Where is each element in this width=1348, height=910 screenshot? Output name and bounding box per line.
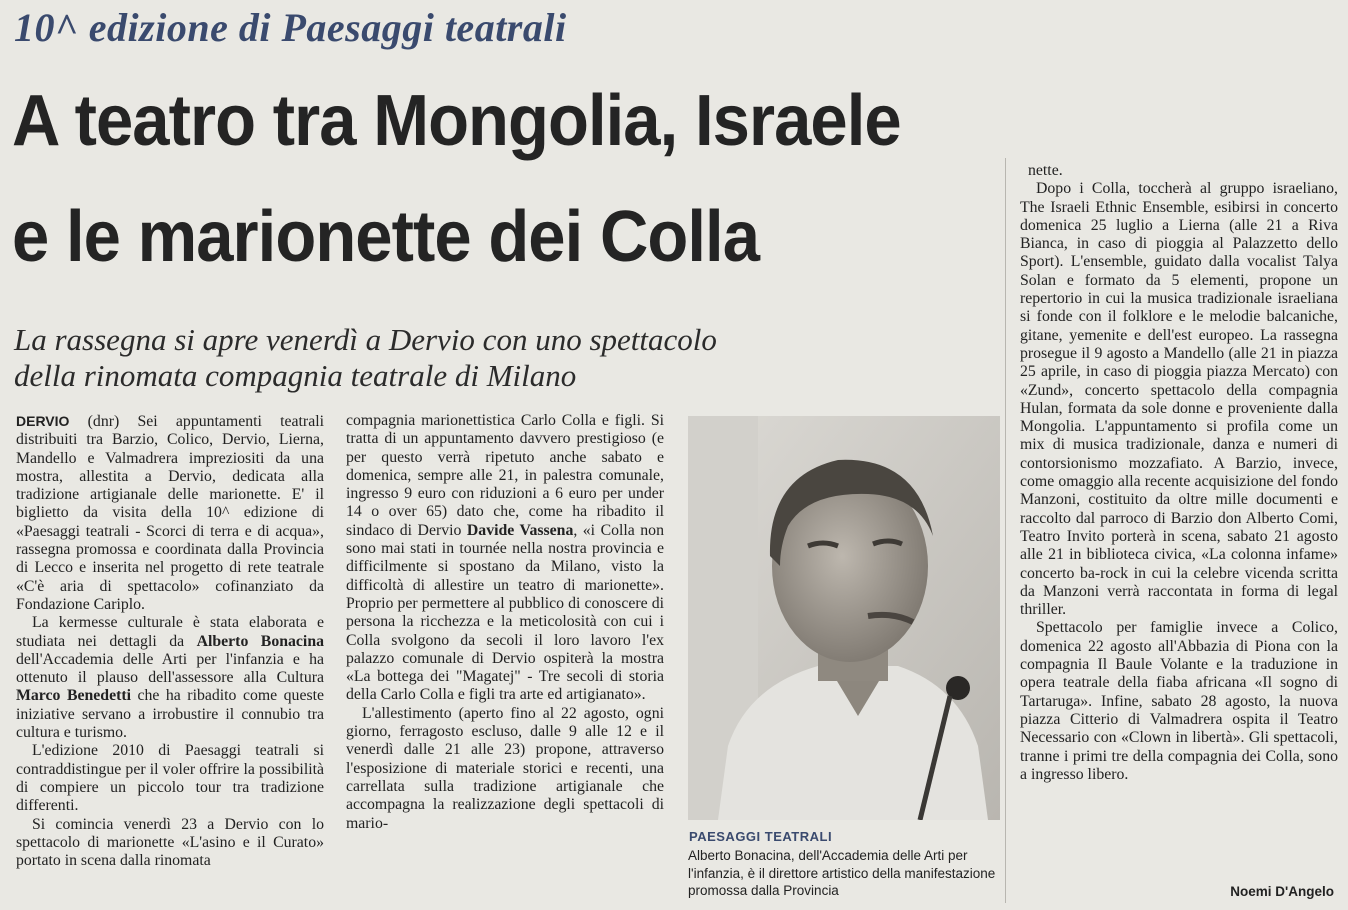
- subheadline-line-1: La rassegna si apre venerdì a Dervio con uno spettacolo: [14, 322, 717, 357]
- kicker: 10^ edizione di Paesaggi teatrali: [14, 5, 567, 50]
- article-column-1: [16, 412, 324, 870]
- caption-text: Alberto Bonacina, dell'Accademia delle Arti per l'infanzia, è il direttore artistico della manifestazione promossa dalla Provincia: [688, 848, 996, 898]
- col1-paragraph-4: Si comincia venerdì 23 a Dervio con lo spettacolo di marionette «L'asino e il Curato» portato in scena dalla rinomata: [16, 815, 324, 870]
- headline-line-1: A teatro tra Mongolia, Israele: [12, 81, 901, 161]
- col3-paragraph-3: Spettacolo per famiglie invece a Colico, domenica 22 agosto all'Abbazia di Piona con la compagnia Il Baule Volante e la traduzione in opera teatrale della fiaba africana «Il sogno di Tartaruga». Infine, sabato 28 agosto, la nuova piazza Citterio di Valmadrera ospita il Teatro Necessario con «Clown in libertà». Gli spettacoli, tranne i primi tre della compagnia dei Colla, sono a ingresso libero.: [1020, 619, 1338, 783]
- col1-p1-text: (dnr) Sei appuntamenti teatrali distribuiti tra Barzio, Colico, Dervio, Lierna, Mandello e Valmadrera impreziositi da una mostra, allestita a Dervio, dedicata alla tradizione artigianale delle marionette. E' il biglietto da visita della 10^ edizione di «Paesaggi teatrali - Scorci di terra e di acqua», rassegna promossa e coordinata dalla Provincia di Lecco e inserita nel progetto di rete teatrale «C'è aria di spettacolo» cofinanziato da Fondazione Cariplo.: [16, 413, 324, 613]
- byline: Noemi D'Angelo: [1230, 884, 1334, 899]
- col1-p2-text-a: La kermesse culturale è stata elaborata e studiata nei dettagli da: [16, 614, 324, 650]
- col2-paragraph-1: [346, 412, 664, 705]
- column-divider: [1005, 158, 1006, 903]
- col3-paragraph-2: Dopo i Colla, toccherà al gruppo israeliano, The Israeli Ethnic Ensemble, esibirsi in concerto domenica 25 luglio a Lierna (alle 21 a Riva Bianca, in caso di pioggia al Palazzetto dello Sport). L'ensemble, guidato dalla vocalist Talya Solan e formato da 5 elementi, propone un repertorio in cui la musica tradizionale israeliana si fonde con il folklore e le melodie balcaniche, gitane, yemenite e dell'est europeo. La rassegna prosegue il 9 agosto a Mandello (alle 21 in piazza 25 aprile, in caso di pioggia piazza Mercato) con «Zund», concerto spettacolo della compagnia Hulan, formata da sole donne e proveniente dalla Mongolia. L'appuntamento si profila come un mix di musica tradizionale, danza e numeri di contorsionismo mozzafiato. A Barzio, invece, come omaggio alla recente acquisizione del fondo Manzoni, costituito da oltre mille documenti e raccolto dal parroco di Barzio don Alberto Comi, Teatro Invito porterà in scena, sabato 21 agosto alle 21 in biblioteca civica, «La colonna infame» concerto ba-rock in cui la celebre vicenda scritta da Manzoni verrà raccontata in forma di legal thriller.: [1020, 180, 1338, 619]
- subheadline-line-2: della rinomata compagnia teatrale di Milano: [14, 358, 577, 393]
- article-column-2: [346, 412, 664, 833]
- headline-line-2: e le marionette dei Colla: [12, 197, 760, 277]
- col1-paragraph-1: [16, 412, 324, 614]
- col1-paragraph-3: L'edizione 2010 di Paesaggi teatrali si contraddistingue per il voler offrire la possibilità di compiere un piccolo tour tra tradizione differenti.: [16, 742, 324, 815]
- col1-p2-text-b: dell'Accademia delle Arti per l'infanzia e ha ottenuto il plauso dell'assessore alla Cultura: [16, 650, 324, 687]
- dateline: DERVIO: [16, 413, 70, 429]
- col1-paragraph-2: [16, 614, 324, 742]
- portrait-photo: [688, 416, 1000, 820]
- name-alberto-bonacina: Alberto Bonacina: [196, 632, 325, 650]
- col2-p1-text-a: compagnia marionettistica Carlo Colla e figli. Si tratta di un appuntamento davvero prestigioso (e per questo verrà ripetuto anche sabato e domenica, sempre alle 21, in palestra comunale, ingresso 9 euro con riduzioni a 6 euro per under 14 o over 65) dato che, come ha ribadito il sindaco di Dervio: [346, 412, 664, 539]
- col2-p1-text-b: , «i Colla non sono mai stati in tournée nella nostra provincia e difficilmente si spostano da Milano, visto la difficoltà di allestire un teatro di marionette». Proprio per permettere al pubblico di conoscere di persona la ricchezza e la meticolosità con cui i Colla svolgono da secoli il loro lavoro l'ex palazzo comunale di Dervio ospiterà la mostra «La bottega dei "Magatej" - Tre secoli di storia della Carlo Colla e figli tra arte ed artigianato».: [346, 521, 664, 704]
- name-davide-vassena: Davide Vassena: [466, 521, 574, 539]
- portrait-illustration: [688, 416, 1000, 820]
- col1-p2-text-c: che ha ribadito come queste iniziative servano a irrobustire il connubio tra cultura e turismo.: [16, 687, 324, 742]
- name-marco-benedetti: Marco Benedetti: [16, 687, 131, 705]
- caption-title: PAESAGGI TEATRALI: [689, 829, 833, 844]
- col3-paragraph-1: nette.: [1028, 162, 1063, 179]
- article-column-3: [1020, 162, 1338, 784]
- col2-paragraph-2: L'allestimento (aperto fino al 22 agosto, ogni giorno, ferragosto escluso, dalle 9 alle 12 e il venerdì dalle 21 alle 23) propone, attraverso l'esposizione di materiale storici e recenti, una carrellata sulla tradizione artigianale che accompagna la realizzazione degli spettacoli di mario-: [346, 704, 664, 832]
